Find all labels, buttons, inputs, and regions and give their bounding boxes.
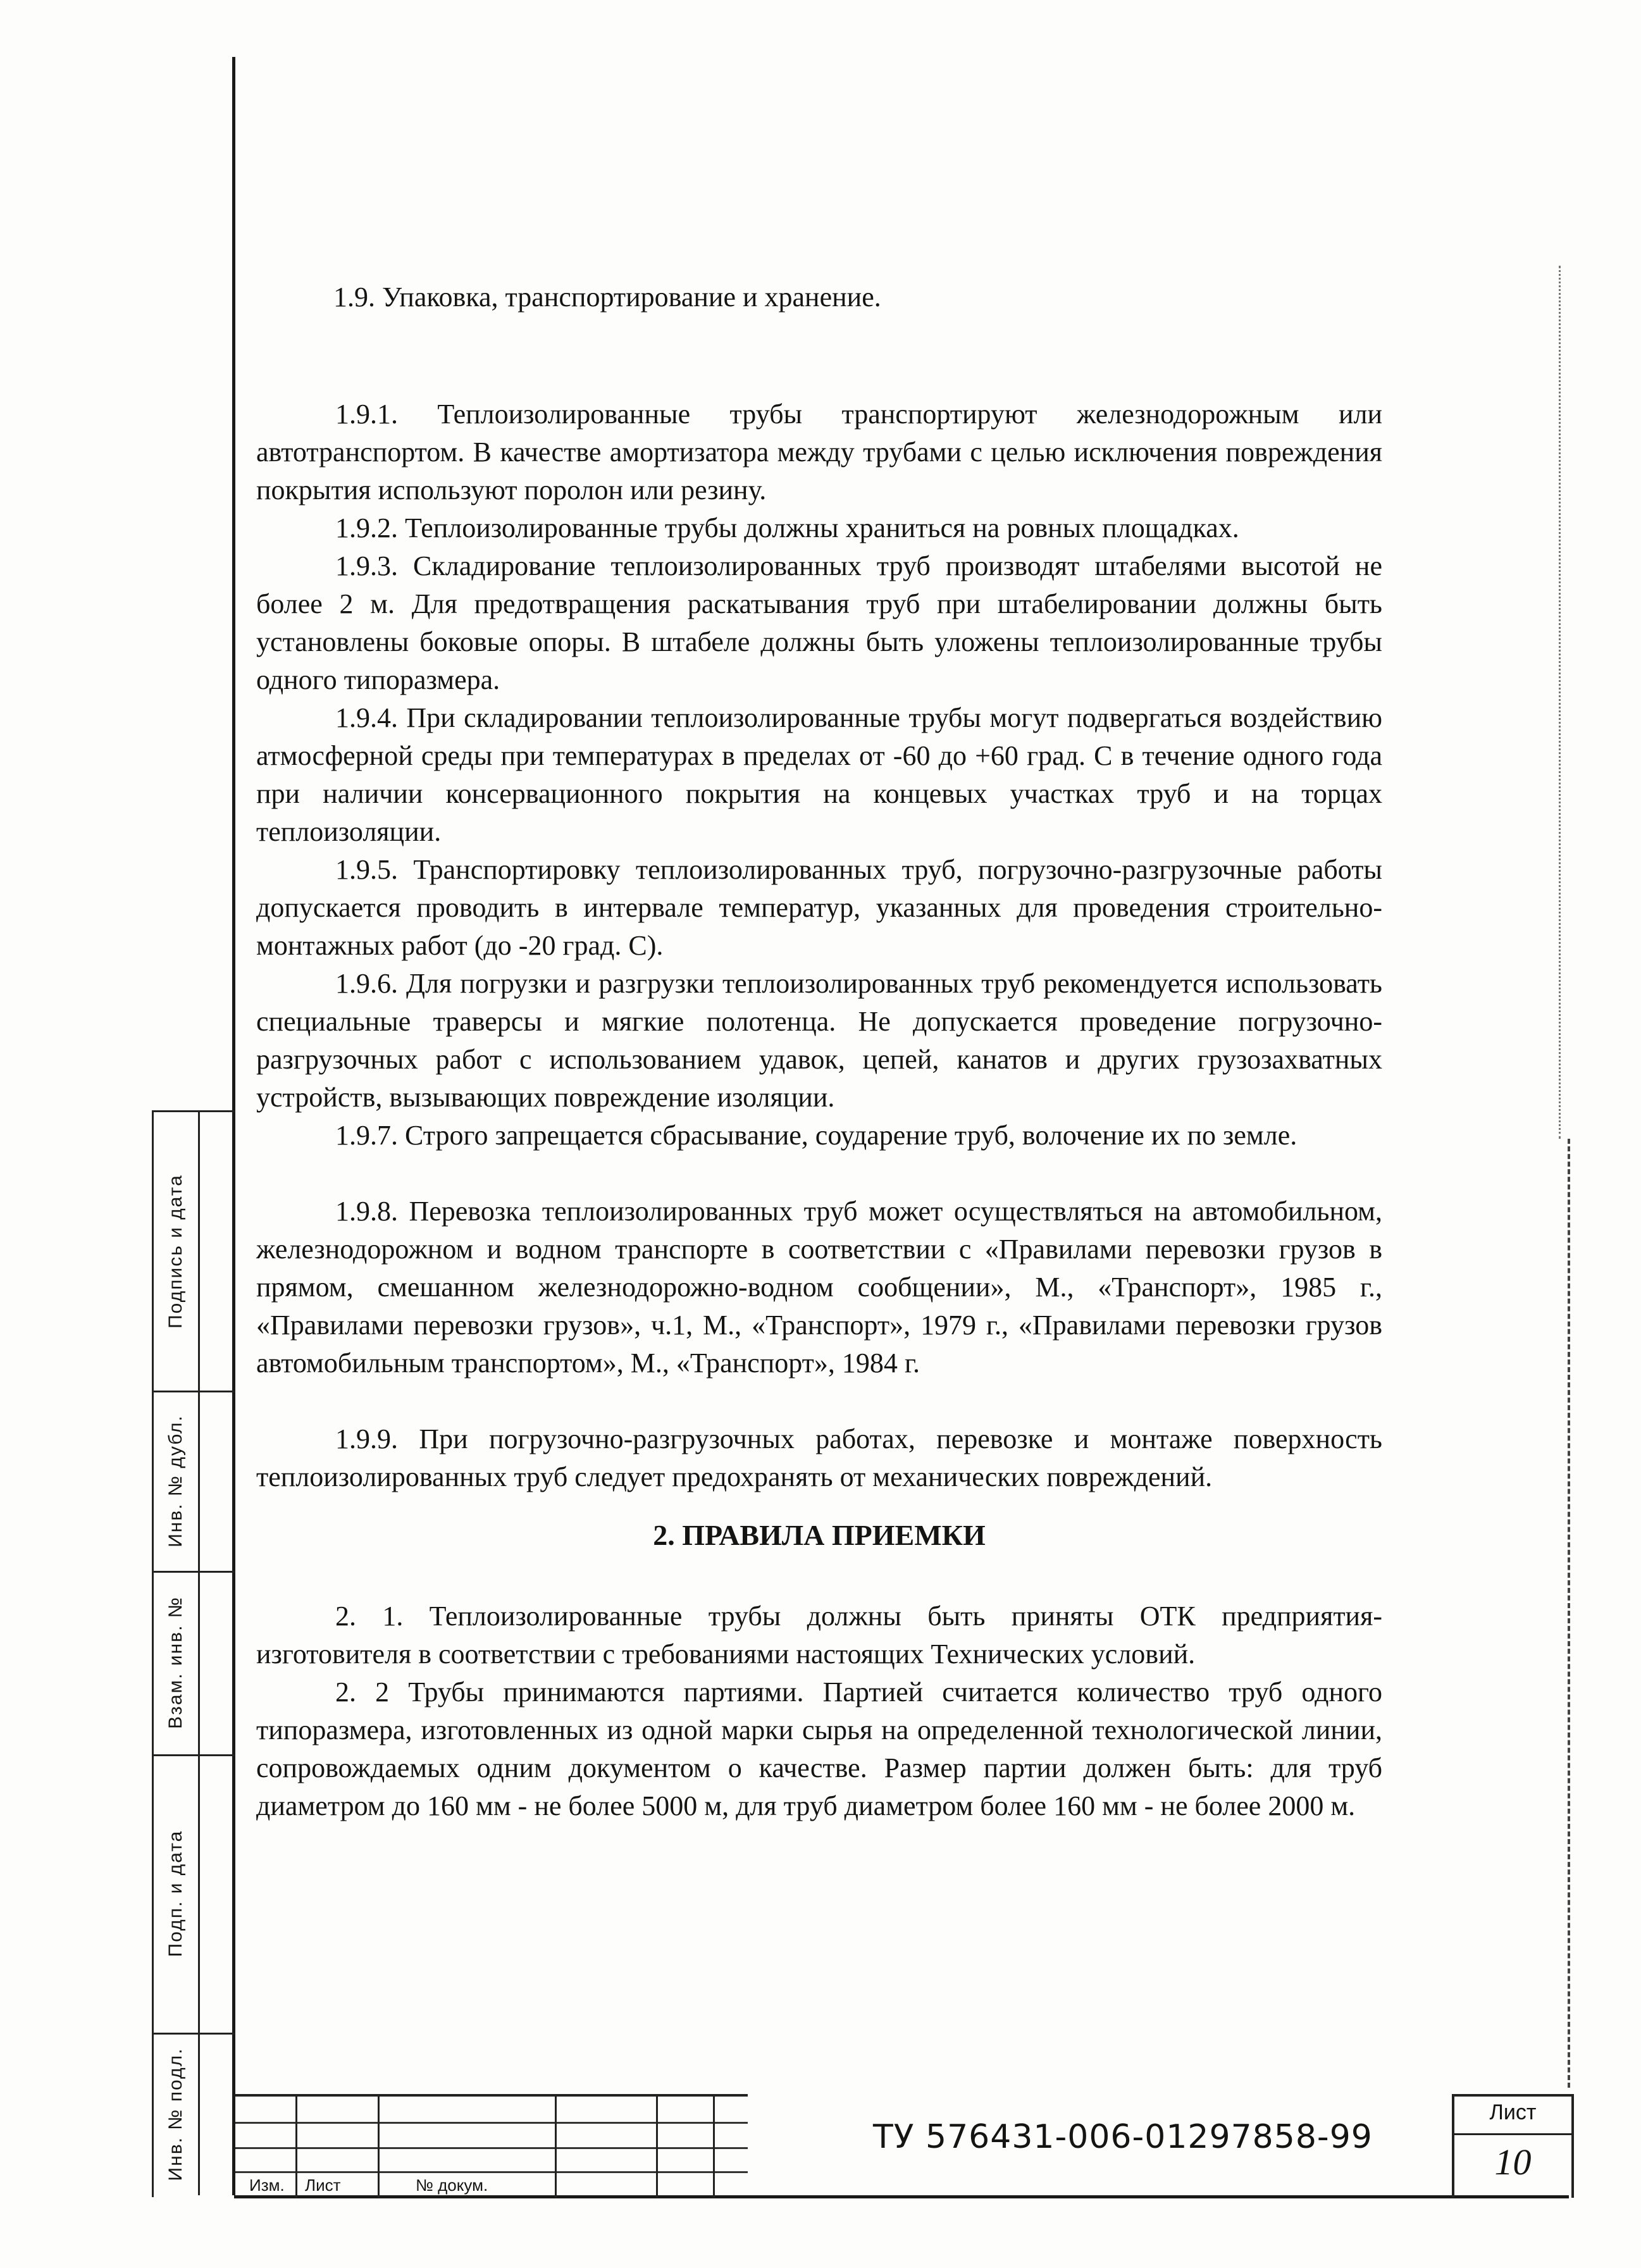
- sidebar-label-dup-inv: Инв. № дубл.: [165, 1414, 186, 1547]
- sidebar-label-signature: Подпись и дата: [165, 1174, 186, 1329]
- document-code: ТУ 576431-006-01297858-99: [873, 2118, 1373, 2156]
- paragraph-1-9-8: 1.9.8. Перевозка теплоизолированных труб может осуществляться на автомобильном, железнодорожном и водном транспорте в соответствии с «Правилами перевозки грузов в прямом, смешанном железнодорожно-водном сообщении», М., «Транспорт», 1985 г., «Правилами перевозки грузов», ч.1, М., «Транспорт», 1979 г., «Правилами перевозки грузов автомобильным транспортом», М., «Транспорт», 1984 г.: [256, 1196, 1382, 1379]
- paragraph-1-9-5: 1.9.5. Транспортировку теплоизолированных труб, погрузочно-разгрузочные работы допускается проводить в интервале температур, указанных для проведения строительно-монтажных работ (до -20 град. С).: [256, 854, 1382, 961]
- sidebar-label-sign-date: Подп. и дата: [165, 1830, 186, 1957]
- title-block-col-line: [713, 2097, 715, 2198]
- paragraph-1-9-1: 1.9.1. Теплоизолированные трубы транспортируют железнодорожным или автотранспортом. В качестве амортизатора между трубами с целью исключения повреждения покрытия используют поролон или резину.: [256, 399, 1382, 505]
- title-block-list: Лист: [305, 2176, 341, 2195]
- title-block-row-line: [235, 2122, 748, 2124]
- title-block-izm: Изм.: [249, 2176, 285, 2195]
- sheet-label: Лист: [1489, 2100, 1537, 2124]
- sidebar-cell-replace-inv: [154, 1571, 235, 1756]
- title-block-doc: № докум.: [416, 2176, 488, 2195]
- sidebar-label-orig-inv: Инв. № подл.: [165, 2047, 186, 2181]
- title-block-row-line: [235, 2171, 748, 2173]
- sidebar-label-replace-inv: Взам. инв. №: [165, 1596, 186, 1729]
- sidebar-cell-orig-inv: [154, 2033, 235, 2195]
- sidebar-cell-sign-date: [154, 1754, 235, 2035]
- sheet-divider: [1454, 2133, 1571, 2135]
- title-block-row-line: [235, 2147, 748, 2149]
- page-frame-right-dotted: [1559, 266, 1563, 1139]
- page-frame-right: [1568, 1139, 1573, 2088]
- sheet-box: [1452, 2094, 1574, 2198]
- sidebar-cell-signature: [154, 1112, 235, 1392]
- paragraph-1-9-2: 1.9.2. Теплоизолированные трубы должны храниться на ровных площадках.: [335, 512, 1239, 543]
- title-block-col-line: [295, 2097, 297, 2198]
- sheet-number: 10: [1494, 2141, 1532, 2183]
- sidebar-cell-dup-inv: [154, 1391, 235, 1573]
- title-block-col-line: [555, 2097, 557, 2198]
- paragraph-2-2: 2. 2 Трубы принимаются партиями. Партией считается количество труб одного типоразмера, изготовленных из одной марки сырья на определенной технологической линии, сопровождаемых одним документом о качестве. Размер партии должен быть: для труб диаметром до 160 мм - не более 5000 м, для труб диаметром более 160 мм - не более 2000 м.: [256, 1676, 1382, 1821]
- stamp-sidebar: [152, 1110, 235, 2197]
- section-title: 1.9. Упаковка, транспортирование и хранение.: [333, 282, 881, 313]
- paragraph-1-9-4: 1.9.4. При складировании теплоизолированные трубы могут подвергаться воздействию атмосферной среды при температурах в пределах от -60 до +60 град. С в течение одного года при наличии консервационного покрытия на концевых участках труб и на торцах теплоизоляции.: [256, 702, 1382, 847]
- paragraph-2-1: 2. 1. Теплоизолированные трубы должны быть приняты ОТК предприятия-изготовителя в соответствии с требованиями настоящих Технических условий.: [256, 1601, 1382, 1670]
- title-block-col-line: [656, 2097, 658, 2198]
- section-heading-2: 2. ПРАВИЛА ПРИЕМКИ: [653, 1519, 986, 1551]
- paragraph-1-9-3: 1.9.3. Складирование теплоизолированных труб производят штабелями высотой не более 2 м. Для предотвращения раскатывания труб при штабелировании должны быть установлены боковые опоры. В штабеле должны быть уложены теплоизолированные трубы одного типоразмера.: [256, 550, 1382, 695]
- title-block-col-line: [378, 2097, 380, 2198]
- paragraph-1-9-9: 1.9.9. При погрузочно-разгрузочных работах, перевозке и монтаже поверхность теплоизолированных труб следует предохранять от механических повреждений.: [256, 1423, 1382, 1492]
- paragraph-1-9-6: 1.9.6. Для погрузки и разгрузки теплоизолированных труб рекомендуется использовать специальные траверсы и мягкие полотенца. Не допускается проведение погрузочно-разгрузочных работ с использованием удавок, цепей, канатов и других грузозахватных устройств, вызывающих повреждение изоляции.: [256, 968, 1382, 1113]
- paragraph-1-9-7: 1.9.7. Строго запрещается сбрасывание, соударение труб, волочение их по земле.: [335, 1120, 1297, 1151]
- title-block: [235, 2094, 748, 2198]
